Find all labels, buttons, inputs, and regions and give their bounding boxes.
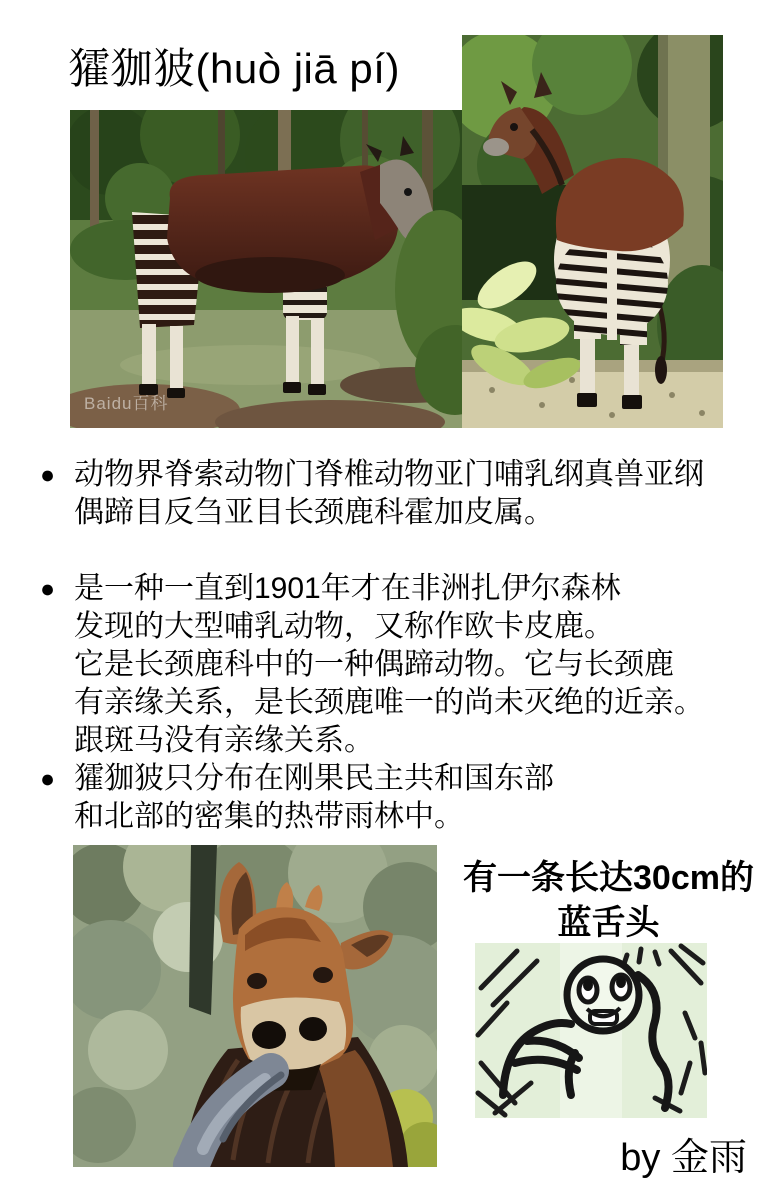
bullet-dot: ●: [40, 765, 56, 793]
okapi-tongue-photo: [73, 845, 437, 1167]
bullet-line: 偶蹄目反刍亚目长颈鹿科霍加皮属。: [74, 496, 554, 529]
caption-line-1: 有一条长达30cm的: [463, 859, 754, 897]
tongue-caption: [440, 856, 777, 946]
bullet-line: 跟斑马没有亲缘关系。: [74, 724, 374, 757]
photo-watermark: Baidu百科: [84, 394, 169, 413]
bullet-line: 和北部的密集的热带雨林中。: [74, 800, 464, 833]
bullet-line: 它是长颈鹿科中的一种偶蹄动物。它与长颈鹿: [74, 648, 674, 681]
bullet-line: 发现的大型哺乳动物，又称作欧卡皮鹿。: [74, 610, 614, 643]
bullet-habitat: [40, 760, 752, 836]
bullet-taxonomy: [40, 456, 752, 532]
facts-text-block: [40, 456, 752, 836]
okapi-rear-photo: [462, 35, 723, 428]
okapi-tongue-illustration: [73, 845, 437, 1167]
bullet-discovery: [40, 570, 752, 760]
shy-meme-illustration: [475, 943, 707, 1118]
page-title: 㺢㹢狓(huò jiā pí): [68, 45, 400, 92]
okapi-rear-illustration: [462, 35, 723, 428]
bullet-dot: ●: [40, 461, 56, 489]
caption-line-2: 蓝舌头: [557, 904, 660, 942]
bullet-line: 㺢㹢狓只分布在刚果民主共和国东部: [74, 762, 554, 795]
bullet-line: 有亲缘关系，是长颈鹿唯一的尚未灭绝的近亲。: [74, 686, 704, 719]
bullet-line: 动物界脊索动物门脊椎动物亚门哺乳纲真兽亚纲: [74, 458, 704, 491]
bullet-line: 是一种一直到1901年才在非洲扎伊尔森林: [74, 572, 621, 605]
bullet-dot: ●: [40, 575, 56, 603]
author-byline: by 金雨: [620, 1137, 747, 1179]
okapi-side-photo: [70, 110, 462, 428]
okapi-side-illustration: [70, 110, 462, 428]
shy-meme-image: [475, 943, 707, 1118]
